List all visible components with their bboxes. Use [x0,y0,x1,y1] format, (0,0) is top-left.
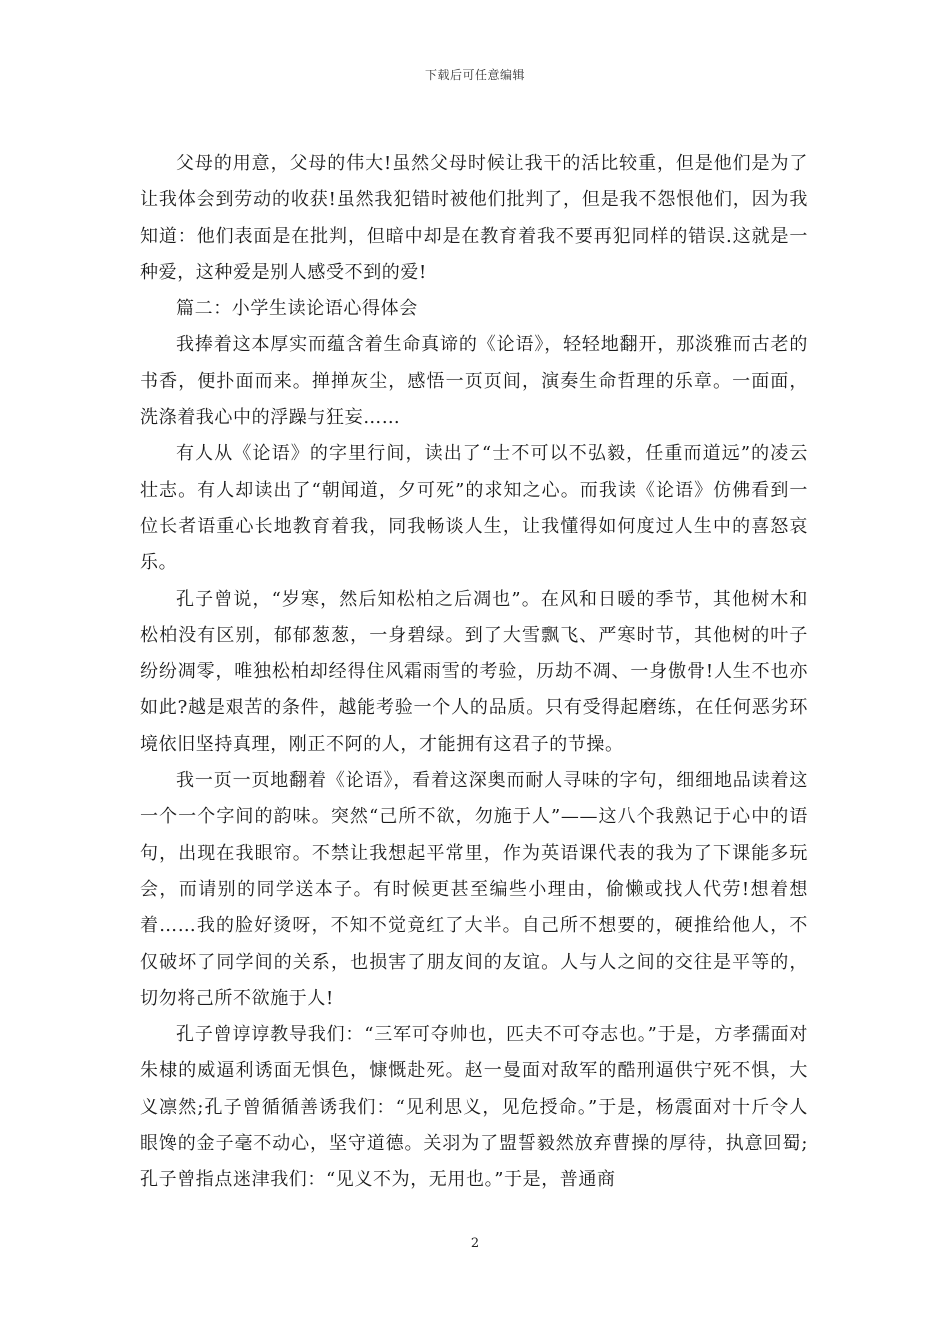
paragraph-pine-cypress: 孔子曾说，“岁寒，然后知松柏之后凋也”。在风和日暖的季节，其他树木和松柏没有区别，郁郁葱葱，一身碧绿。到了大雪飘飞、严寒时节，其他树的叶子纷纷凋零，唯独松柏却经得住风霜雨雪的考验，历劫不凋、一身傲骨!人生不也亦如此?越是艰苦的条件，越能考验一个人的品质。只有受得起磨练，在任何恶劣环境依旧坚持真理，刚正不阿的人，才能拥有这君子的节操。 [140,588,808,755]
paragraph-golden-rule: 我一页一页地翻着《论语》，看着这深奥而耐人寻味的字句，细细地品读着这一个一个字间的韵味。突然“己所不欲，勿施于人”——这八个我熟记于心中的语句，出现在我眼帘。不禁让我想起平常里，作为英语课代表的我为了下课能多玩会，而请别的同学送本子。有时候更甚至编些小理由，偷懒或找人代劳!想着想着……我的脸好烫呀，不知不觉竟红了大半。自己所不想要的，硬推给他人，不仅破坏了同学间的关系，也损害了朋友间的友谊。人与人之间的交往是平等的，切勿将己所不欲施于人! [140,770,808,1009]
paragraph-confucius-teachings: 孔子曾谆谆教导我们：“三军可夺帅也，匹夫不可夺志也。”于是，方孝孺面对朱棣的威逼利诱面无惧色，慷慨赴死。赵一曼面对敌军的酷刑逼供宁死不惧，大义凛然;孔子曾循循善诱我们：“见利思义，见危授命。”于是，杨震面对十斤令人眼馋的金子毫不动心，坚守道德。关羽为了盟誓毅然放弃曹操的厚待，执意回蜀;孔子曾指点迷津我们：“见义不为，无用也。”于是，普通商 [140,1024,808,1191]
paragraph-readers-views: 有人从《论语》的字里行间，读出了“士不可以不弘毅，任重而道远”的凌云壮志。有人却读出了“朝闻道，夕可死”的求知之心。而我读《论语》仿佛看到一位长者语重心长地教育着我，同我畅谈人生，让我懂得如何度过人生中的喜怒哀乐。 [140,443,808,574]
section-heading: 篇二：小学生读论语心得体会 [176,298,418,320]
page-number: 2 [470,1236,480,1251]
paragraph-parents-love: 父母的用意，父母的伟大!虽然父母时候让我干的活比较重，但是他们是为了让我体会到劳动的收获!虽然我犯错时被他们批判了，但是我不怨恨他们，因为我知道：他们表面是在批判，但暗中却是在教育着我不要再犯同样的错误.这就是一种爱，这种爱是别人感受不到的爱! [140,153,808,283]
page-header: 下载后可任意编辑 [424,68,525,82]
paragraph-opening-book: 我捧着这本厚实而蕴含着生命真谛的《论语》，轻轻地翻开，那淡雅而古老的书香，便扑面而来。掸掸灰尘，感悟一页页间，演奏生命哲理的乐章。一面面，洗涤着我心中的浮躁与狂妄…… [140,334,808,429]
document-body [140,146,808,1199]
